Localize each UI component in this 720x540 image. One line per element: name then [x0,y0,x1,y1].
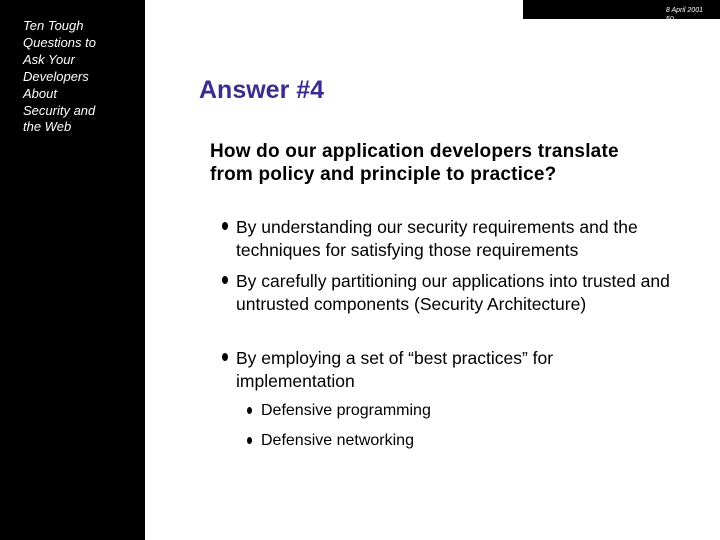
deck-title-line: the Web [23,119,72,135]
sub-bullet-text: Defensive networking [261,432,414,449]
slide-question: How do our application developers translate from policy and principle to practice? [210,141,619,185]
deck-title [23,18,135,136]
date-stamp [666,6,703,24]
deck-title-line: Ask Your [23,51,75,67]
deck-title-line: Questions to [23,34,96,50]
bullet-text: By understanding our security requirements and the techniques for satisfying those requirements [236,217,638,260]
deck-title-line: Ten Tough [23,18,84,33]
deck-title-line: Developers [23,68,89,84]
slide-heading: Answer #4 [199,76,325,104]
bullet-text: By employing a set of “best practices” for implementation [236,348,554,391]
sub-bullet-dot-icon [247,437,252,444]
sub-bullet-dot-icon [247,407,252,414]
date-text: 8 April 2001 [665,7,703,14]
deck-title-line: About [23,85,57,101]
sub-bullet-text: Defensive programming [261,402,431,419]
bullet-dot-icon [222,353,228,361]
bullet-dot-icon [222,276,228,284]
bullet-text: By carefully partitioning our applications into trusted and untrusted components (Security Architecture) [236,271,670,314]
slide-number: 50 [665,16,674,23]
deck-title-line: Security and [23,102,96,118]
slide-top-strip [145,0,523,19]
bullet-dot-icon [222,222,228,230]
